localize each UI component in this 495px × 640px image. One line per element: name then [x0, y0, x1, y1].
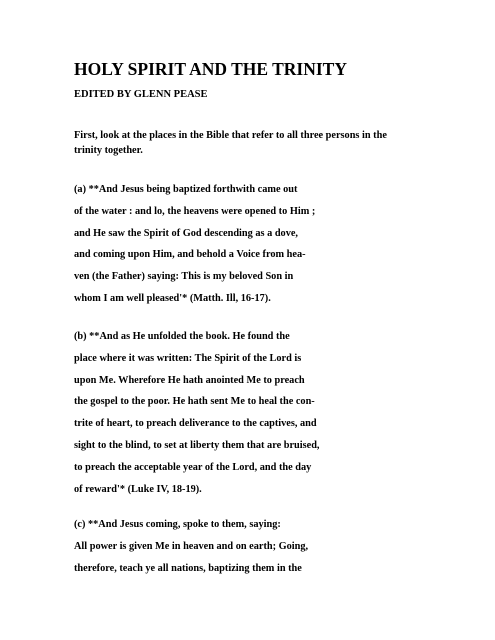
document-subtitle: EDITED BY GLENN PEASE	[74, 89, 208, 100]
paragraph-line: of reward'* (Luke IV, 18-19).	[74, 483, 202, 495]
intro-paragraph: First, look at the places in the Bible that refer to all three persons in the trinity together.	[74, 130, 387, 156]
paragraph-line: (c) **And Jesus coming, spoke to them, saying:	[74, 519, 281, 530]
paragraph-line: therefore, teach ye all nations, baptizing them in the	[74, 562, 302, 574]
paragraph-line: and coming upon Him, and behold a Voice from hea-	[74, 249, 306, 261]
document-title: HOLY SPIRIT AND THE TRINITY	[74, 59, 347, 79]
paragraph-line: place where it was written: The Spirit of the Lord is	[74, 352, 302, 364]
paragraph-b	[74, 326, 320, 500]
paragraph-line: of the water : and lo, the heavens were opened to Him ;	[74, 205, 316, 217]
paragraph-line: sight to the blind, to set at liberty them that are bruised,	[74, 439, 320, 451]
paragraph-line: to preach the acceptable year of the Lord, and the day	[74, 461, 312, 473]
paragraph-line: upon Me. Wherefore He hath anointed Me to preach	[74, 374, 305, 386]
paragraph-line: (a) **And Jesus being baptized forthwith came out	[74, 184, 298, 195]
paragraph-line: the gospel to the poor. He hath sent Me to heal the con-	[74, 396, 315, 408]
paragraph-line: (b) **And as He unfolded the book. He found the	[74, 331, 290, 342]
paragraph-line: trite of heart, to preach deliverance to the captives, and	[74, 418, 317, 430]
paragraph-line: ven (the Father) saying: This is my beloved Son in	[74, 271, 294, 283]
paragraph-line: whom I am well pleased'* (Matth. Ill, 16-17).	[74, 292, 271, 304]
paragraph-c	[74, 514, 308, 579]
paragraph-line: and He saw the Spirit of God descending as a dove,	[74, 227, 298, 239]
paragraph-line: All power is given Me in heaven and on earth; Going,	[74, 540, 309, 552]
paragraph-a	[74, 179, 315, 310]
